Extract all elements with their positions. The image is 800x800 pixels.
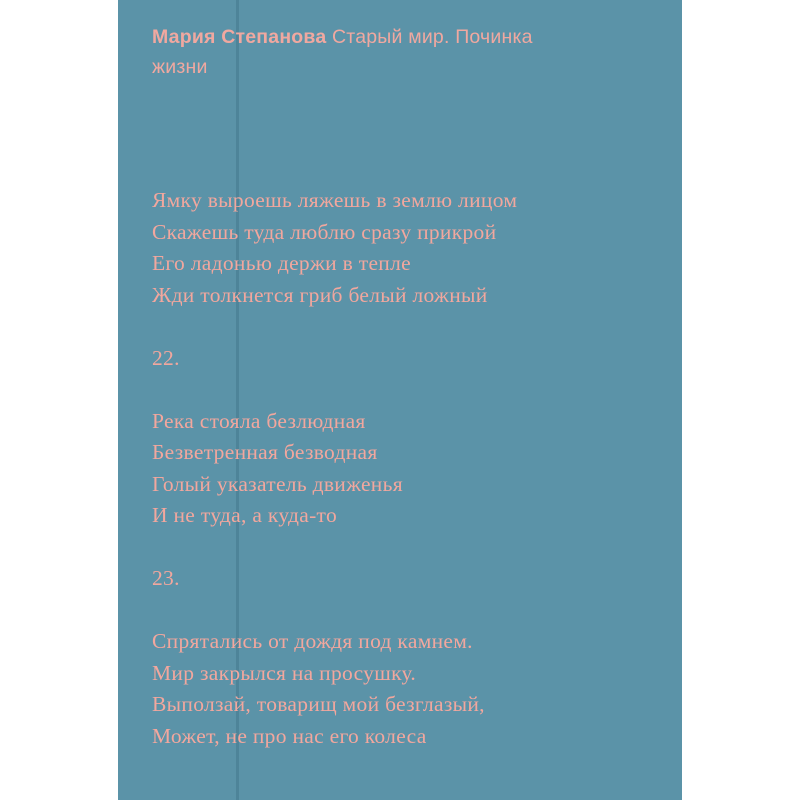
cover-header bbox=[152, 22, 632, 82]
cover-author: Мария Степанова bbox=[152, 26, 327, 48]
poem-section-number: 23. bbox=[152, 566, 180, 590]
poem-line: Мир закрылся на просушку. bbox=[152, 660, 417, 685]
poem-line: Голый указатель движенья bbox=[152, 471, 403, 496]
stanza-spacer bbox=[152, 532, 652, 564]
poem-section-number: 22. bbox=[152, 345, 180, 370]
poem-line: И не туда, а куда-то bbox=[152, 503, 338, 527]
stanza-spacer bbox=[152, 374, 652, 406]
book-cover bbox=[118, 0, 682, 800]
cover-poem-text bbox=[152, 185, 652, 752]
poem-line: Безветренная безводная bbox=[152, 440, 378, 464]
poem-line: Ямку выроешь ляжешь в землю лицом bbox=[152, 188, 518, 212]
poem-line: Жди толкнется гриб белый ложный bbox=[152, 282, 488, 307]
poem-line: Может, не про нас его колеса bbox=[152, 723, 427, 748]
poem-stanza bbox=[152, 406, 652, 532]
poem-line: Река стояла безлюдная bbox=[152, 408, 366, 433]
stanza-spacer bbox=[152, 311, 652, 343]
cover-title-line-1: Старый мир. Починка bbox=[326, 26, 533, 48]
poem-stanza bbox=[152, 626, 652, 752]
stanza-spacer bbox=[152, 595, 652, 627]
poem-stanza bbox=[152, 185, 652, 311]
cover-title-line-2: жизни bbox=[152, 56, 208, 78]
poem-line: Спрятались от дождя под камнем. bbox=[152, 629, 473, 653]
poem-line: Его ладонью держи в тепле bbox=[152, 251, 411, 275]
poem-line: Выползай, товарищ мой безглазый, bbox=[152, 692, 485, 716]
poem-line: Скажешь туда люблю сразу прикрой bbox=[152, 219, 497, 244]
